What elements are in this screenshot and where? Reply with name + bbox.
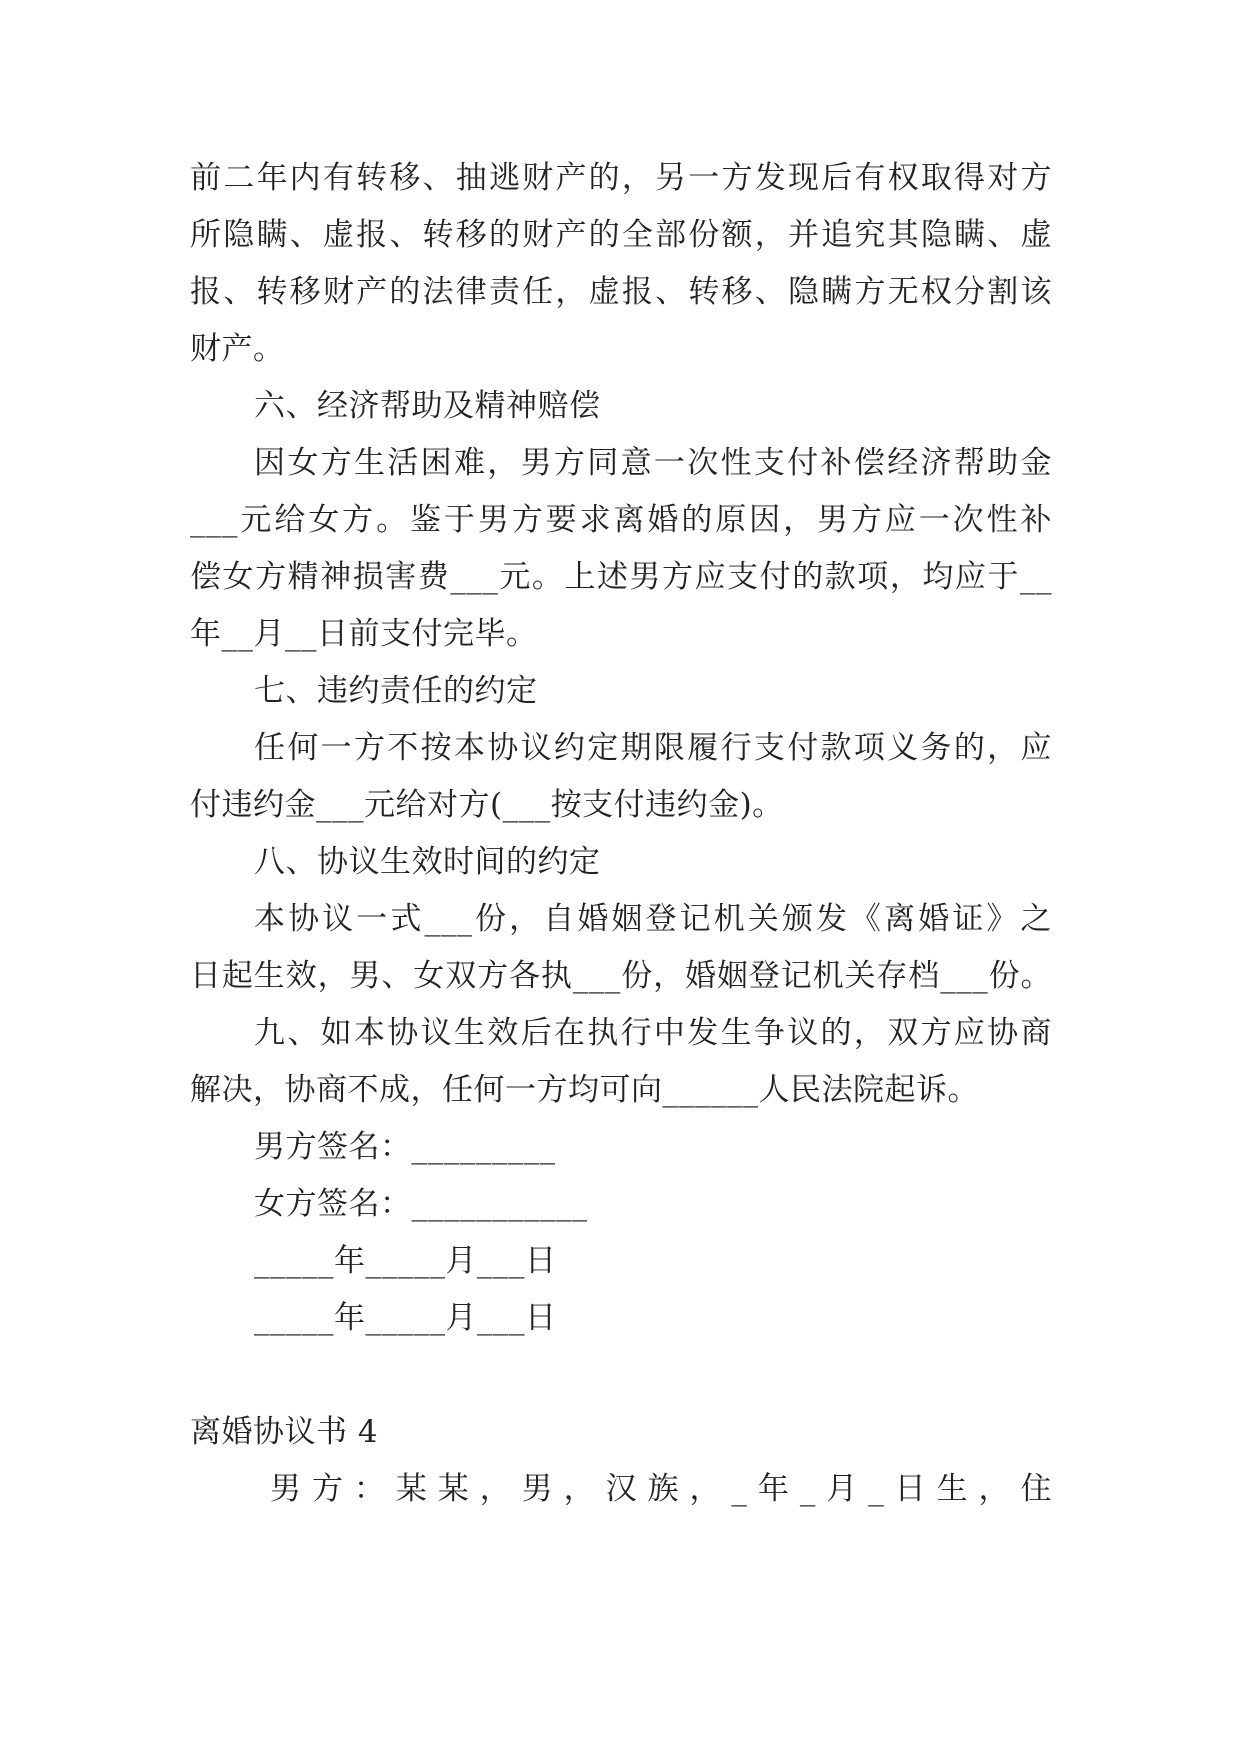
paragraph-line: 财产。 xyxy=(190,331,285,367)
paragraph-line: ___元给女方。鉴于男方要求离婚的原因，男方应一次性补 xyxy=(190,502,1052,538)
paragraph-line: 所隐瞒、虚报、转移的财产的全部份额，并追究其隐瞒、虚 xyxy=(190,217,1052,253)
paragraph-line: 付违约金___元给对方(___按支付违约金)。 xyxy=(190,787,784,823)
paragraph-line: 偿女方精神损害费___元。上述男方应支付的款项，均应于__ xyxy=(190,559,1052,595)
section-heading: 八、协议生效时间的约定 xyxy=(254,844,601,880)
section-heading: 六、经济帮助及精神赔偿 xyxy=(254,388,601,424)
paragraph-line: 解决，协商不成，任何一方均可向______人民法院起诉。 xyxy=(190,1072,979,1108)
paragraph-line: 九、如本协议生效后在执行中发生争议的，双方应协商 xyxy=(254,1015,1052,1051)
section-heading: 七、违约责任的约定 xyxy=(254,673,538,709)
paragraph-line: 报、转移财产的法律责任，虚报、转移、隐瞒方无权分割该 xyxy=(190,274,1052,310)
date-line: _____年_____月___日 xyxy=(254,1300,557,1336)
paragraph-line: 日起生效，男、女双方各执___份，婚姻登记机关存档___份。 xyxy=(190,958,1052,994)
document-title: 离婚协议书 4 xyxy=(190,1414,379,1450)
paragraph-line: 年__月__日前支付完毕。 xyxy=(190,616,538,652)
date-line: _____年_____月___日 xyxy=(254,1243,557,1279)
paragraph-line: 任何一方不按本协议约定期限履行支付款项义务的，应 xyxy=(254,730,1052,766)
wife-signature-line: 女方签名：___________ xyxy=(254,1186,588,1222)
husband-signature-line: 男方签名：_________ xyxy=(254,1129,556,1165)
paragraph-line: 因女方生活困难，男方同意一次性支付补偿经济帮助金 xyxy=(254,445,1052,481)
paragraph-line: 本协议一式___份，自婚姻登记机关颁发《离婚证》之 xyxy=(254,901,1052,937)
paragraph-line: 前二年内有转移、抽逃财产的，另一方发现后有权取得对方 xyxy=(190,160,1052,196)
paragraph-line: 男方：某某，男，汉族，_年_月_日生，住 xyxy=(270,1471,1052,1507)
